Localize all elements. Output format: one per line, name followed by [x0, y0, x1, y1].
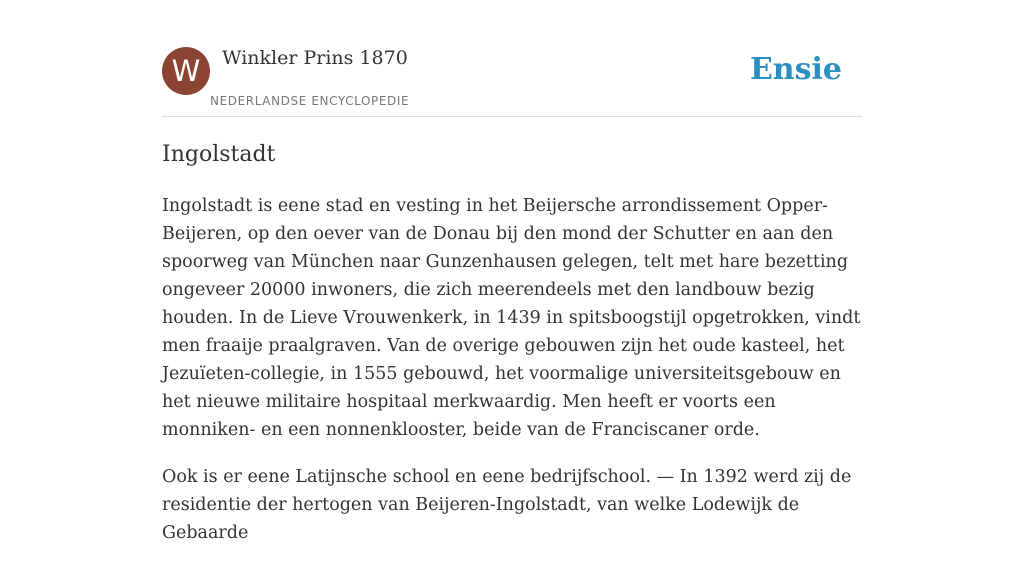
header [162, 46, 862, 117]
source-title[interactable]: Winkler Prins 1870 [222, 47, 408, 69]
article-title: Ingolstadt [162, 142, 276, 167]
article-body [162, 192, 862, 566]
avatar[interactable]: W [162, 47, 210, 95]
article-paragraph: Ook is er eene Latijnsche school en eene bedrijfschool. — In 1392 werd zij de residentie der hertogen van Beijeren-Ingolstadt, van welke Lodewijk de Gebaarde [162, 467, 852, 543]
ensie-logo[interactable]: Ensie [749, 52, 842, 87]
article-paragraph: Ingolstadt is eene stad en vesting in het Beijersche arrondissement Opper-Beijeren, op den oever van de Donau bij den mond der Schutter en aan den spoorweg van München naar Gunzenhausen gelegen, telt met hare bezetting ongeveer 20000 inwoners, die zich meerendeels met den landbouw bezig houden. In de Lieve Vrouwenkerk, in 1439 in spitsboogstijl opgetrokken, vindt men fraaije praalgraven. Van de overige gebouwen zijn het oude kasteel, het Jezuïeten-collegie, in 1555 gebouwd, het voormalige universiteitsgebouw en het nieuwe militaire hospitaal merkwaardig. Men heeft er voorts een monniken- en een nonnenklooster, beide van de Franciscaner orde. [162, 196, 861, 440]
source-subtitle: NEDERLANDSE ENCYCLOPEDIE [210, 94, 410, 108]
